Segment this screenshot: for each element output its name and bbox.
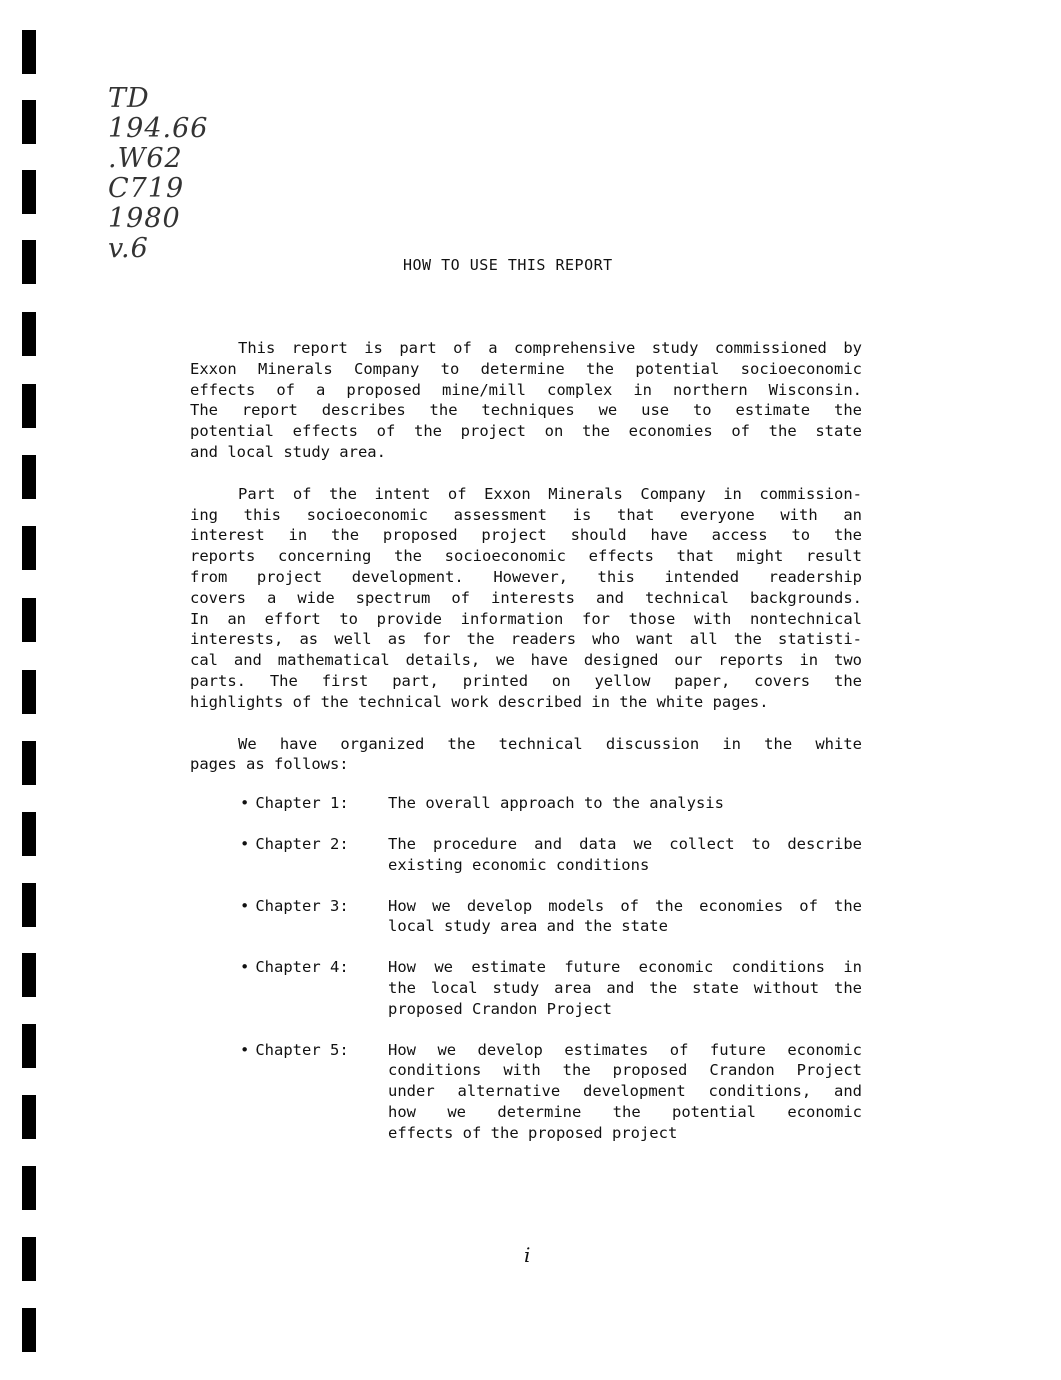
text-line: Exxon Minerals Company to determine the potential socioeconomic (190, 359, 862, 378)
chapter-number: Chapter 4: (255, 958, 349, 977)
text-line: highlights of the technical work described in the white pages. (190, 692, 769, 711)
binding-holes (0, 0, 60, 1380)
call-number-line: .W62 (108, 143, 183, 174)
chapter-description-line: local study area and the state (388, 917, 668, 936)
binding-hole (22, 384, 36, 428)
chapter-description-line: How we develop models of the economies of the (388, 896, 862, 915)
chapter-description (388, 896, 862, 938)
text-line: covers a wide spectrum of interests and technical backgrounds. (190, 588, 862, 607)
binding-hole (22, 1095, 36, 1139)
chapter-description (388, 957, 862, 1019)
chapter-description-line: proposed Crandon Project (388, 999, 612, 1018)
chapter-item (190, 957, 862, 1019)
binding-hole (22, 598, 36, 642)
text-line: We have organized the technical discussion in the white (238, 734, 862, 753)
chapter-number: Chapter 2: (255, 834, 349, 853)
bullet-marker: • (240, 896, 250, 915)
call-number-line: C719 (108, 173, 185, 204)
text-line: interests, as well as for the readers who want all the statisti- (190, 630, 862, 649)
chapter-description-line: The overall approach to the analysis (388, 794, 724, 813)
binding-hole (22, 526, 36, 570)
call-number-line: 194.66 (108, 113, 209, 144)
text-line: Part of the intent of Exxon Minerals Company in commission- (238, 484, 862, 503)
text-line: This report is part of a comprehensive study commissioned by (238, 339, 862, 357)
chapter-label (190, 957, 388, 1019)
chapter-item (190, 793, 862, 814)
chapter-description-line: existing economic conditions (388, 855, 650, 874)
chapter-description-line: how we determine the potential economic (388, 1102, 862, 1121)
text-line: ing this socioeconomic assessment is that everyone with an (190, 505, 862, 524)
call-number-line: TD (108, 83, 150, 114)
binding-hole (22, 741, 36, 785)
chapter-description-line: the local study area and the state without the (388, 978, 862, 997)
binding-hole (22, 1237, 36, 1281)
bullet-marker: • (240, 834, 250, 853)
binding-hole (22, 455, 36, 499)
page-title: HOW TO USE THIS REPORT (403, 256, 613, 274)
chapter-number: Chapter 1: (255, 794, 349, 813)
intro-paragraph (190, 338, 862, 463)
chapter-label (190, 1040, 388, 1144)
chapter-description (388, 1040, 862, 1144)
chapter-description-line: conditions with the proposed Crandon Project (388, 1061, 862, 1080)
chapter-number: Chapter 5: (255, 1040, 349, 1059)
bullet-marker: • (240, 958, 250, 977)
binding-hole (22, 1166, 36, 1210)
chapter-item (190, 896, 862, 938)
chapter-item (190, 834, 862, 876)
call-number-line: 1980 (108, 203, 181, 234)
binding-hole (22, 953, 36, 997)
call-number-line: v.6 (108, 233, 149, 264)
chapter-description (388, 793, 862, 814)
text-line: The report describes the techniques we use to estimate the (190, 401, 862, 420)
binding-hole (22, 883, 36, 927)
report-body (190, 338, 862, 1164)
binding-hole (22, 170, 36, 214)
binding-hole (22, 240, 36, 284)
intent-paragraph (190, 484, 862, 713)
organization-paragraph (190, 734, 862, 776)
binding-hole (22, 812, 36, 856)
text-line: and local study area. (190, 442, 386, 461)
text-line: cal and mathematical details, we have designed our reports in two (190, 651, 862, 670)
chapter-description-line: under alternative development conditions, and (388, 1082, 862, 1101)
text-line: reports concerning the socioeconomic effects that might result (190, 547, 862, 566)
binding-hole (22, 100, 36, 144)
chapter-description-line: How we develop estimates of future economic (388, 1040, 862, 1059)
text-line: effects of a proposed mine/mill complex in northern Wisconsin. (190, 380, 862, 399)
text-line: pages as follows: (190, 755, 349, 774)
chapter-label (190, 896, 388, 938)
chapter-list (190, 793, 862, 1143)
chapter-description (388, 834, 862, 876)
text-line: from project development. However, this intended readership (190, 567, 862, 586)
chapter-number: Chapter 3: (255, 896, 349, 915)
chapter-label (190, 793, 388, 814)
text-line: In an effort to provide information for those with nontechnical (190, 609, 862, 628)
binding-hole (22, 30, 36, 74)
bullet-marker: • (240, 1040, 250, 1059)
chapter-description-line: effects of the proposed project (388, 1123, 678, 1142)
text-line: parts. The first part, printed on yellow paper, covers the (190, 671, 862, 690)
text-line: potential effects of the project on the economies of the state (190, 422, 862, 441)
bullet-marker: • (240, 794, 250, 813)
chapter-item (190, 1040, 862, 1144)
chapter-description-line: The procedure and data we collect to describe (388, 834, 862, 853)
chapter-label (190, 834, 388, 876)
chapter-description-line: How we estimate future economic conditions in (388, 958, 862, 977)
handwritten-call-number (108, 84, 208, 264)
binding-hole (22, 312, 36, 356)
binding-hole (22, 1024, 36, 1068)
binding-hole (22, 1308, 36, 1352)
page-number: i (524, 1243, 531, 1267)
text-line: interest in the proposed project should have access to the (190, 526, 862, 545)
binding-hole (22, 670, 36, 714)
